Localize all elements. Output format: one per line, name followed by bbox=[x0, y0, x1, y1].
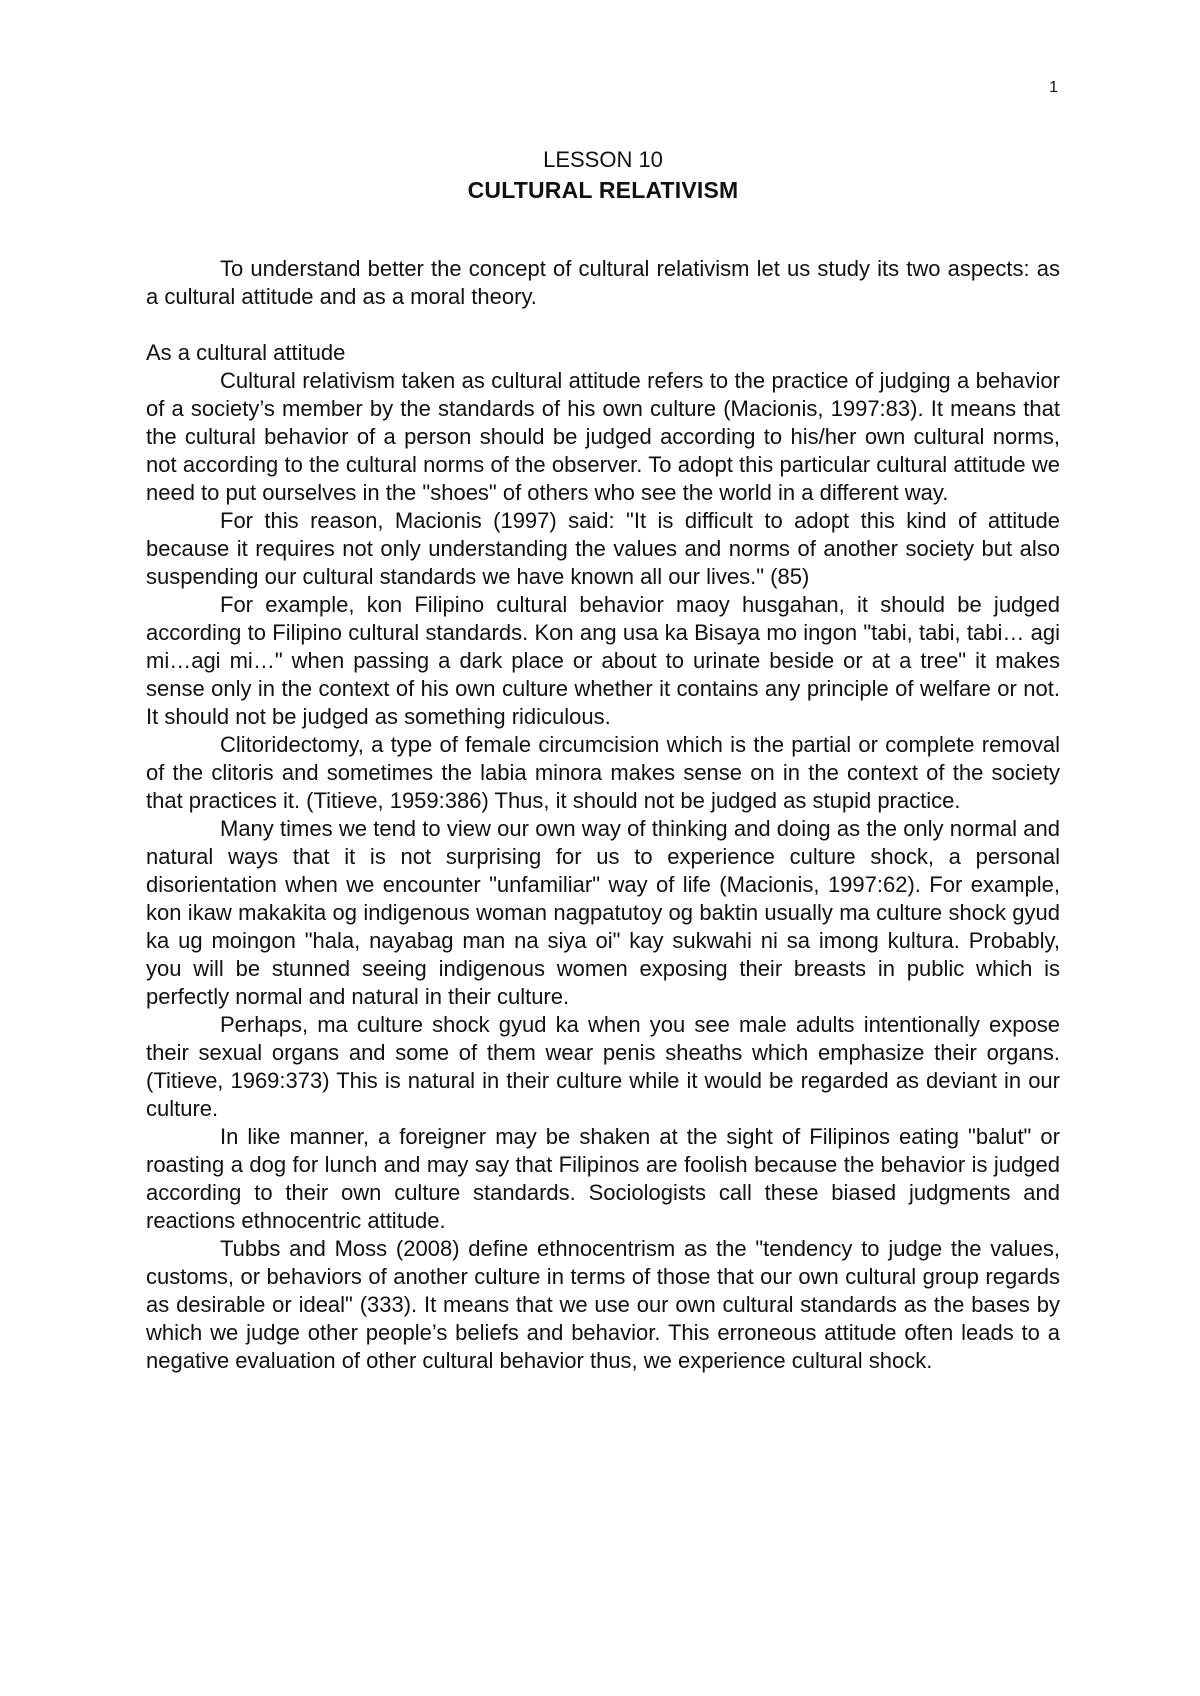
body-paragraph: For this reason, Macionis (1997) said: "It is difficult to adopt this kind of attitude because it requires not only understanding the values and norms of another society but also suspending our cultural standards we have known all our lives." (85) bbox=[146, 508, 1060, 589]
body-paragraph: Perhaps, ma culture shock gyud ka when you see male adults intentionally expose their sexual organs and some of them wear penis sheaths which emphasize their organs. (Titieve, 1969:373) This is natural in their culture while it would be regarded as deviant in our culture. bbox=[146, 1012, 1060, 1121]
body-paragraph: For example, kon Filipino cultural behavior maoy husgahan, it should be judged according to Filipino cultural standards. Kon ang usa ka Bisaya mo ingon "tabi, tabi, tabi… agi mi…agi mi…" when passing a dark place or about to urinate beside or at a tree" it makes sense only in the context of his own culture whether it contains any principle of welfare or not. It should not be judged as something ridiculous. bbox=[146, 592, 1060, 729]
lesson-number: LESSON 10 bbox=[543, 147, 663, 172]
body-paragraph: Clitoridectomy, a type of female circumcision which is the partial or complete removal of the clitoris and sometimes the labia minora makes sense on in the context of the society that practices it. (Titieve, 1959:386) Thus, it should not be judged as stupid practice. bbox=[146, 732, 1060, 813]
section-heading: As a cultural attitude bbox=[146, 340, 346, 365]
intro-paragraph: To understand better the concept of cultural relativism let us study its two aspects: as a cultural attitude and as a moral theory. bbox=[146, 256, 1060, 309]
document-body bbox=[146, 146, 1060, 1375]
lesson-title: CULTURAL RELATIVISM bbox=[467, 177, 739, 203]
body-paragraph: Many times we tend to view our own way of thinking and doing as the only normal and natural ways that it is not surprising for us to experience culture shock, a personal disorientation when we encounter "unfamiliar" way of life (Macionis, 1997:62). For example, kon ikaw makakita og indigenous woman nagpatutoy og baktin usually ma culture shock gyud ka ug moingon "hala, nayabag man na siya oi" kay sukwahi ni sa imong kultura. Probably, you will be stunned seeing indigenous women exposing their breasts in public which is perfectly normal and natural in their culture. bbox=[146, 816, 1060, 1009]
body-paragraph: In like manner, a foreigner may be shaken at the sight of Filipinos eating "balut" or roasting a dog for lunch and may say that Filipinos are foolish because the behavior is judged according to their own culture standards. Sociologists call these biased judgments and reactions ethnocentric attitude. bbox=[146, 1124, 1060, 1233]
body-paragraph: Cultural relativism taken as cultural attitude refers to the practice of judging a behavior of a society’s member by the standards of his own culture (Macionis, 1997:83). It means that the cultural behavior of a person should be judged according to his/her own cultural norms, not according to the cultural norms of the observer. To adopt this particular cultural attitude we need to put ourselves in the "shoes" of others who see the world in a different way. bbox=[146, 368, 1060, 505]
body-paragraph: Tubbs and Moss (2008) define ethnocentrism as the "tendency to judge the values, customs, or behaviors of another culture in terms of those that our own cultural group regards as desirable or ideal" (333). It means that we use our own cultural standards as the bases by which we judge other people’s beliefs and behavior. This erroneous attitude often leads to a negative evaluation of other cultural behavior thus, we experience cultural shock. bbox=[146, 1236, 1060, 1373]
page-number: 1 bbox=[1049, 79, 1058, 96]
